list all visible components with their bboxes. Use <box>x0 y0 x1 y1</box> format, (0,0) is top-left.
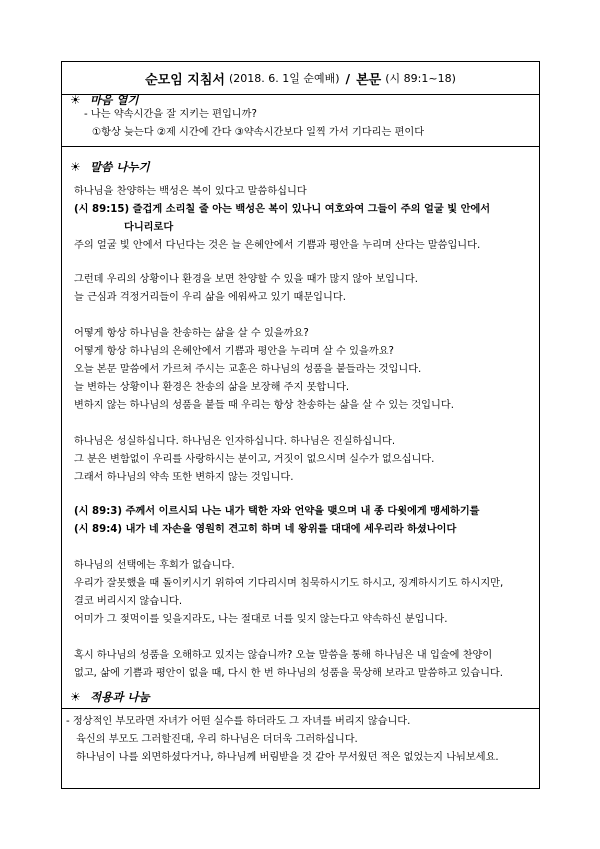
sun-icon: ☀ <box>70 690 81 704</box>
section-divider <box>62 708 539 709</box>
body-line: 늘 근심과 걱정거리들이 우리 삶을 에워싸고 있기 때문입니다. <box>74 292 346 303</box>
body-line: 없고, 삶에 기쁨과 평안이 없을 때, 다시 한 번 하나님의 성품을 묵상해 보라고 말씀하고 있습니다. <box>74 668 504 679</box>
sun-icon: ☀ <box>70 160 81 174</box>
body-line: 오늘 본문 말씀에서 가르쳐 주시는 교훈은 하나님의 성품을 붙들라는 것입니다. <box>74 364 422 375</box>
scripture-label: 본문 <box>356 72 382 88</box>
section-heading-open-heart: ☀ 마음 열기 <box>70 93 139 107</box>
service-date: (2018. 6. 1일 순예배) <box>228 72 340 85</box>
scripture-quote: 다니리로다 <box>124 222 174 233</box>
body-line: 하나님은 성실하십니다. 하나님은 인자하십니다. 하나님은 진실하십니다. <box>74 436 396 447</box>
open-heart-options: ①항상 늦는다 ②제 시간에 간다 ③약속시간보다 일찍 가서 기다리는 편이다 <box>92 127 425 138</box>
document-page <box>61 61 540 789</box>
scripture-quote: (시 89:15) 즐겁게 소리칠 줄 아는 백성은 복이 있나니 여호와여 그들이 주의 얼굴 빛 안에서 <box>74 204 491 215</box>
body-line: 결코 버리시지 않습니다. <box>74 596 183 607</box>
section-divider <box>62 146 539 147</box>
body-line: 늘 변하는 상황이나 환경은 찬송의 삶을 보장해 주지 못합니다. <box>74 382 350 393</box>
document-title: 순모임 지침서 <box>145 72 225 88</box>
body-line: 주의 얼굴 빛 안에서 다닌다는 것은 늘 은혜안에서 기쁨과 평안을 누리며 산다는 말씀입니다. <box>74 240 481 251</box>
application-line: 육신의 부모도 그러할진대, 우리 하나님은 더더욱 그러하십니다. <box>76 734 358 745</box>
body-line: 그 분은 변함없이 우리를 사랑하시는 분이고, 거짓이 없으시며 실수가 없으십니다. <box>74 454 435 465</box>
body-line: 하나님을 찬양하는 백성은 복이 있다고 말씀하십니다 <box>74 186 307 197</box>
body-line: 혹시 하나님의 성품을 오해하고 있지는 않습니까? 오늘 말씀을 통해 하나님은 내 입술에 찬양이 <box>74 650 493 661</box>
title-separator: / <box>345 70 351 86</box>
body-line: 어떻게 항상 하나님의 은혜안에서 기쁨과 평안을 누리며 살 수 있을까요? <box>74 346 394 357</box>
application-line: 하나님이 나를 외면하셨다거나, 하나님께 버림받을 것 같아 무서웠던 적은 없었는지 나눠보세요. <box>76 752 499 763</box>
body-line: 어떻게 항상 하나님을 찬송하는 삶을 살 수 있을까요? <box>74 328 309 339</box>
body-line: 우리가 잘못했을 때 돌이키시기 위하여 기다리시며 침묵하시기도 하시고, 징계하시기도 하시지만, <box>74 578 504 589</box>
body-line: 변하지 않는 하나님의 성품을 붙들 때 우리는 항상 찬송하는 삶을 살 수 있는 것입니다. <box>74 400 454 411</box>
sun-icon: ☀ <box>70 93 81 107</box>
title-bar <box>62 62 539 95</box>
open-heart-question: - 나는 약속시간을 잘 지키는 편입니까? <box>84 109 257 120</box>
body-line: 그런데 우리의 상황이나 환경을 보면 찬양할 수 있을 때가 많지 않아 보입니다. <box>74 274 418 285</box>
scripture-quote: (시 89:3) 주께서 이르시되 나는 내가 택한 자와 언약을 맺으며 내 종 다윗에게 맹세하기를 <box>74 506 480 517</box>
body-line: 그래서 하나님의 약속 또한 변하지 않는 것입니다. <box>74 472 294 483</box>
body-line: 하나님의 선택에는 후회가 없습니다. <box>74 560 235 571</box>
body-line: 어미가 그 젖먹이를 잊을지라도, 나는 절대로 너를 잊지 않는다고 약속하신 분입니다. <box>74 614 448 625</box>
section-heading-word-sharing: ☀ 말씀 나누기 <box>70 160 150 174</box>
scripture-reference: (시 89:1~18) <box>385 72 456 85</box>
application-line: - 정상적인 부모라면 자녀가 어떤 실수를 하더라도 그 자녀를 버리지 않습니다. <box>66 716 411 727</box>
scripture-quote: (시 89:4) 내가 네 자손을 영원히 견고히 하며 네 왕위를 대대에 세우리라 하셨나이다 <box>74 524 457 535</box>
section-heading-application: ☀ 적용과 나눔 <box>70 690 150 704</box>
